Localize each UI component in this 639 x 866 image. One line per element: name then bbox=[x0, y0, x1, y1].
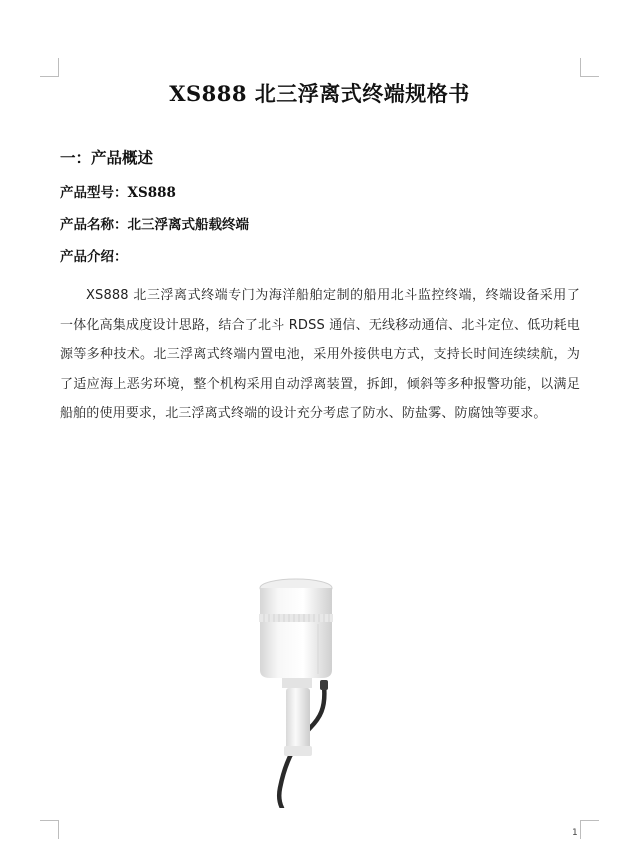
product-photo bbox=[246, 578, 376, 808]
document-title: XS888 北三浮离式终端规格书 bbox=[169, 81, 470, 106]
product-model-line: 产品型号：XS888 bbox=[60, 185, 176, 201]
crop-mark-bottom-left bbox=[40, 820, 59, 839]
product-name-line: 产品名称：北三浮离式船载终端 bbox=[60, 217, 249, 233]
crop-mark-top-left bbox=[40, 58, 59, 77]
product-intro-paragraph: XS888 北三浮离式终端专门为海洋船舶定制的船用北斗监控终端，终端设备采用了一体化高集成度设计思路，结合了北斗 RDSS 通信、无线移动通信、北斗定位、低功耗电源等多种技术。北三浮离式终端内置电池，采用外接供电方式，支持长时间连续续航，为了适应海上恶劣环境，整个机构采用自动浮离装置，拆卸，倾斜等多种报警功能，以满足船舶的使用要求，北三浮离式终端的设计充分考虑了防水、防盐雾、防腐蚀等要求。 bbox=[60, 288, 580, 422]
crop-mark-top-right bbox=[580, 58, 599, 77]
section-heading: 一：产品概述 bbox=[60, 148, 154, 167]
crop-mark-bottom-right bbox=[580, 820, 599, 839]
page-number: 1 bbox=[572, 828, 578, 838]
product-intro-label: 产品介绍： bbox=[60, 249, 128, 265]
